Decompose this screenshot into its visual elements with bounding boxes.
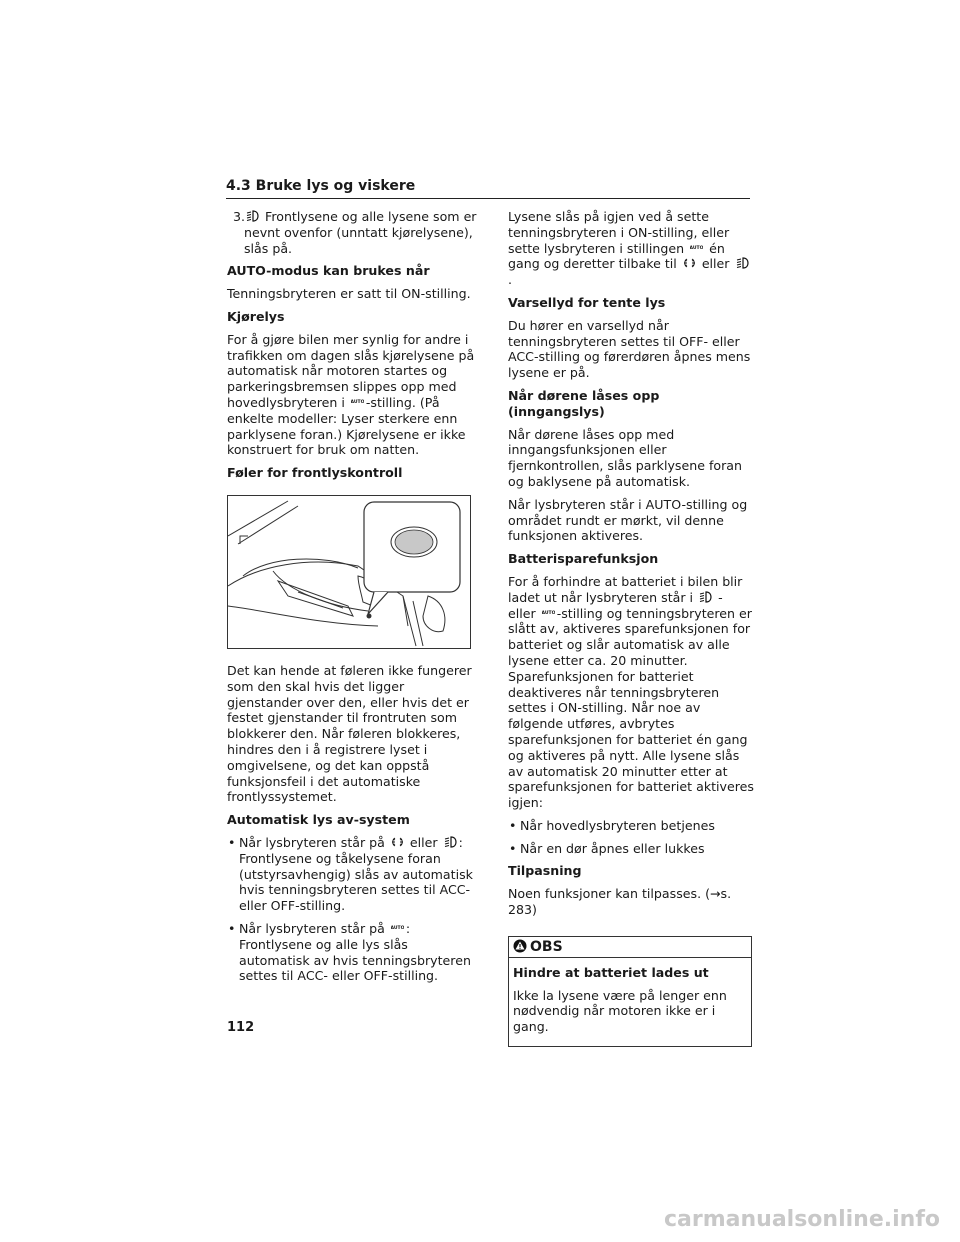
item3-text: Frontlysene og alle lysene som er nevnt ovenfor (unntatt kjørelysene), slås på. xyxy=(244,209,477,256)
obs-body xyxy=(509,958,751,1046)
auto-text: Tenningsbryteren er satt til ON-stilling. xyxy=(227,286,471,302)
batt-c: -stilling og tenningsbryteren er slått av, aktiveres sparefunksjonen for batteriet og slår automatisk av alle lysene etter ca. 20 minutter. Sparefunksjonen for batteriet deaktiveres når tenningsbryteren settes i ON-stilling. Når noe av følgende utføres, avbrytes sparefunksjonen for batteriet én gang og aktiveres på nytt. Alle lysene slås av automatisk 20 minutter etter at sparefunksjonen for batteriet aktiveres igjen: xyxy=(508,605,754,811)
foler-heading: Føler for frontlyskontroll xyxy=(227,465,403,481)
item-number: 3. xyxy=(233,209,246,224)
kjorelys-text-b: -stilling. (På enkelte modeller: Lyser sterkere enn parklysene foran.) Kjørelysene er ikke konstruert for bruk om natten. xyxy=(227,394,466,458)
kjorelys-text-a: For å gjøre bilen mer synlig for andre i trafikken om dagen slås kjørelysene på automatisk når motoren startes og parkeringsbremsen slippes opp med hovedlysbryteren i xyxy=(227,331,475,410)
foler-text: Det kan hende at føleren ikke fungerer som den skal hvis det ligger gjenstander over den, eller hvis det er festet gjenstander til frontruten som blokkerer den. Når føleren blokkeres, hindres den i å registrere lyset i omgivelsene, og det kan oppstå funksjonsfeil i det automatiske frontlyssystemet. xyxy=(227,662,472,805)
svg-text:AUTO: AUTO xyxy=(541,610,555,616)
batt-paragraph xyxy=(508,574,754,811)
bullet1-lead: Når lysbryteren står på xyxy=(239,834,385,850)
list-item xyxy=(227,835,477,914)
watermark: carmanualsonline.info xyxy=(664,1207,940,1232)
dor-text-2: Når lysbryteren står i AUTO-stilling og området rundt er mørkt, vil denne funksjonen aktiveres. xyxy=(508,496,748,544)
left-column xyxy=(227,209,477,991)
varsel-heading: Varsellyd for tente lys xyxy=(508,294,666,310)
page-number: 112 xyxy=(227,1020,255,1035)
relight-paragraph xyxy=(508,209,754,288)
kjorelys-heading: Kjørelys xyxy=(227,308,285,324)
obs-heading: Hindre at batteriet lades ut xyxy=(513,964,709,980)
auto-icon xyxy=(542,607,555,619)
headlight-icon xyxy=(736,257,749,269)
auto-heading: AUTO-modus kan brukes når xyxy=(227,263,430,279)
auto-icon xyxy=(391,922,404,934)
p1-d: . xyxy=(508,272,513,288)
bullet1-text: Frontlysene og tåkelysene foran (utstyrsavhengig) slås av automatisk hvis tenningsbryteren settes til ACC- eller OFF-stilling. xyxy=(239,850,473,914)
kjorelys-paragraph xyxy=(227,332,477,458)
sensor-illustration xyxy=(227,495,471,649)
obs-title: OBS xyxy=(530,938,563,955)
batt-heading: Batterisparefunksjon xyxy=(508,551,659,567)
p1-b: én gang og deretter tilbake til xyxy=(508,240,725,272)
dor-text-1: Når dørene låses opp med inngangsfunksjonen eller fjernkontrollen, slås parklysene foran og baklysene på automatisk. xyxy=(508,426,742,489)
batt-b: - eller xyxy=(508,589,723,621)
list-item: • Når hovedlysbryteren betjenes xyxy=(508,818,754,834)
auto-icon xyxy=(351,396,364,408)
list-item-3 xyxy=(227,209,477,256)
svg-text:AUTO: AUTO xyxy=(690,245,704,251)
obs-box xyxy=(508,936,752,1047)
headlight-icon xyxy=(444,836,457,848)
p1-c: eller xyxy=(701,256,730,272)
obs-text: Ikke la lysene være på lenger enn nødvendig når motoren ikke er i gang. xyxy=(513,987,727,1035)
section-header xyxy=(226,178,750,199)
obs-header xyxy=(509,937,751,958)
bullet2-lead: Når lysbryteren står på xyxy=(239,920,385,936)
bullet2-text: Frontlysene og alle lys slås automatisk av hvis tenningsbryteren settes til ACC- eller OFF-stilling. xyxy=(239,936,471,984)
bullet1-or: eller xyxy=(409,834,438,850)
right-column xyxy=(508,209,754,1047)
bullet1-colon: : xyxy=(458,834,463,850)
headlight-icon xyxy=(246,210,259,222)
svg-text:AUTO: AUTO xyxy=(350,399,364,405)
batt-a: For å forhindre at batteriet i bilen blir ladet ut når lysbryteren står i xyxy=(508,573,743,605)
varsel-text: Du hører en varsellyd når tenningsbryteren settes til OFF- eller ACC-stilling og førerdøren åpnes mens lysene er på. xyxy=(508,317,751,381)
av-heading: Automatisk lys av-system xyxy=(227,812,410,828)
bullet2-colon: : xyxy=(405,920,411,936)
tilpasning-heading: Tilpasning xyxy=(508,863,582,879)
tilpasning-text: Noen funksjoner kan tilpasses. (→s. 283) xyxy=(508,886,732,918)
parking-light-icon xyxy=(391,836,404,848)
auto-icon xyxy=(690,242,703,254)
list-item: • Når en dør åpnes eller lukkes xyxy=(508,841,754,857)
p1-a: Lysene slås på igjen ved å sette tenningsbryteren i ON-stilling, eller sette lysbryteren i stillingen xyxy=(508,209,730,256)
section-title: 4.3 Bruke lys og viskere xyxy=(226,178,416,194)
headlight-icon xyxy=(699,591,712,603)
warning-icon xyxy=(513,939,527,953)
dor-heading: Når dørene låses opp (inngangslys) xyxy=(508,387,660,419)
svg-text:AUTO: AUTO xyxy=(390,925,404,931)
list-item xyxy=(227,921,477,984)
parking-light-icon xyxy=(683,257,696,269)
